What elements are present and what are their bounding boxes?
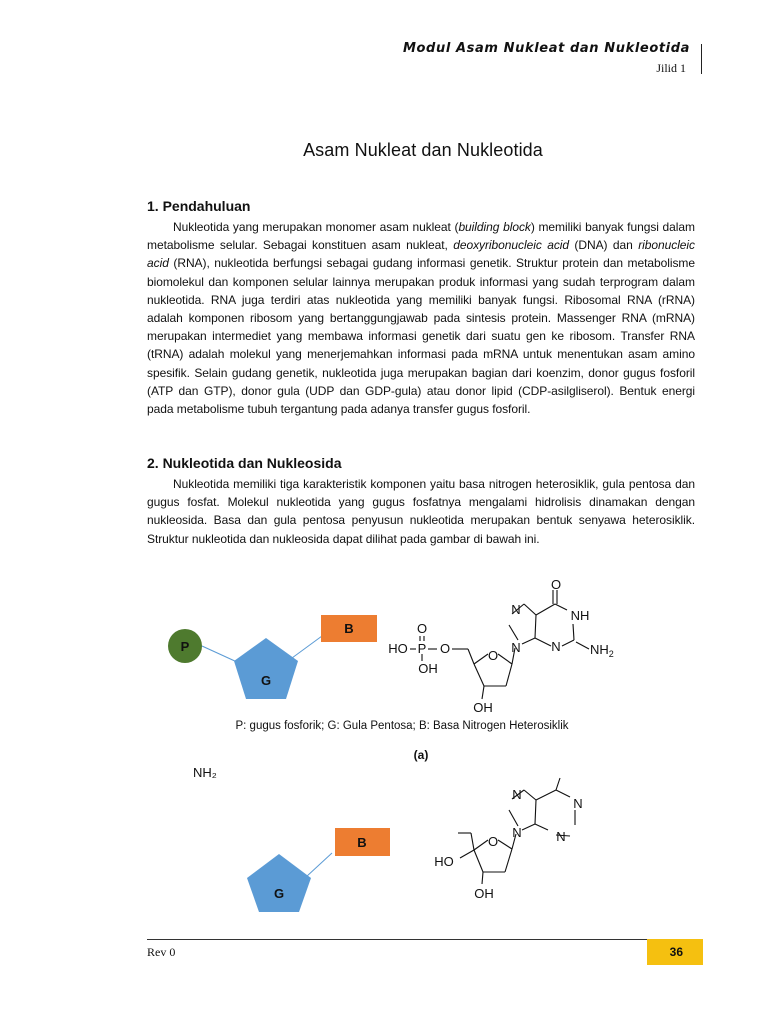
dgmp-ho: HO: [388, 641, 408, 656]
paragraph-pendahuluan: Nukleotida yang merupakan monomer asam nukleat (building block) memiliki banyak fungsi dalam metabolisme selular. Sebagai konstituen asam nukleat, deoxyribonucleic acid (DNA) dan ribonucleic acid (RNA), nukleotida berfungsi sebagai gudang informasi genetik. Struktur protein dan metabolisme biomolekul dan komponen selular lainnya merupakan produk informasi yang sudah terprogram dalam nukleotida. RNA juga terdiri atas nukleotida yang memiliki banyak fungsi. Ribosomal RNA (rRNA) adalah komponen ribosom yang bertanggungjawab pada sintesis protein. Massenger RNA (mRNA) merupakan intermediet yang membawa informasi genetik dari suatu gen ke ribosom. Transfer RNA (tRNA) adalah molekul yang menerjemahkan informasi pada mRNA untuk menentukan asam amino spesifik. Selain gudang genetik, nukleotida juga merupakan bagian dari koenzim, donor gugus fosforil (ATP dan GTP), donor gula (UDP dan GDP-gula) atau donor lipid (CDP-asilgliserol). Bentuk energi pada metabolisme tubuh tergantung pada adanya transfer gugus fosforil.: [147, 220, 696, 417]
sugar-label: G: [260, 673, 272, 688]
dgmp-p: P: [417, 641, 427, 656]
dadn-n1: N: [573, 796, 583, 811]
dgmp-nh2: $NH_2$: [590, 642, 614, 659]
dadn-n9: N: [512, 825, 522, 840]
revision-label: Rev 0: [147, 945, 176, 959]
dgmp-n9: N: [511, 640, 521, 655]
footer-divider: [147, 939, 703, 940]
phosphate-label: P: [180, 639, 190, 654]
dadn-n7: N: [512, 787, 522, 802]
page-number: 36: [669, 945, 683, 959]
dgmp-phos-o: O: [416, 621, 428, 636]
p-g-bond: [202, 646, 237, 662]
sugar-pentagon: [234, 638, 298, 699]
dgmp-n3: N: [551, 639, 561, 654]
dgmp-ring-o: O: [487, 648, 499, 663]
page-number-box: [647, 939, 703, 965]
dgmp-bonds: [410, 590, 589, 699]
section-heading-nukleotida: 2. Nukleotida dan Nukleosida: [147, 455, 342, 471]
dgmp-oh-p: OH: [418, 661, 438, 676]
dgmp-oh-sugar: OH: [473, 700, 493, 715]
base-label-b: B: [357, 835, 367, 850]
dgmp-o-link: O: [439, 641, 451, 656]
dgmp-nh: NH: [570, 608, 590, 623]
paragraph-nukleotida: Nukleotida memiliki tiga karakteristik komponen yaitu basa nitrogen heterosiklik, gula pentosa dan gugus fosfat. Molekul nukleotida yang gugus fosfatnya mengalami hidrolisis dinamakan dengan nukleosida. Basa dan gula pentosa penyusun nukleotida merupakan bentuk senyawa heterosiklik. Struktur nukleotida dan nukleosida dapat dilihat pada gambar di bawah ini.: [147, 477, 695, 546]
dadn-ho: HO: [434, 854, 454, 869]
nh2-label: NH₂: [193, 765, 217, 780]
g-b-bond: [292, 636, 322, 658]
figure-caption: P: gugus fosforik; G: Gula Pentosa; B: Basa Nitrogen Heterosiklik: [235, 720, 569, 732]
dadn-ring-o: O: [487, 834, 499, 849]
figure-label-a: (a): [413, 748, 429, 762]
base-label: B: [344, 621, 354, 636]
dadn-oh: OH: [474, 886, 494, 901]
sugar-pentagon-b: [247, 854, 311, 912]
module-title: Modul Asam Nukleat dan Nukleotida: [402, 41, 690, 56]
dadn-n3: N: [556, 829, 566, 844]
page-title: Asam Nukleat dan Nukleotida: [303, 140, 543, 160]
sugar-label-b: G: [273, 886, 285, 901]
g-b-bond-b: [306, 853, 332, 877]
dgmp-o-top: O: [550, 577, 562, 592]
volume-label: Jilid 1: [656, 61, 686, 75]
section-heading-pendahuluan: 1. Pendahuluan: [147, 198, 251, 214]
dgmp-n7: N: [511, 602, 521, 617]
